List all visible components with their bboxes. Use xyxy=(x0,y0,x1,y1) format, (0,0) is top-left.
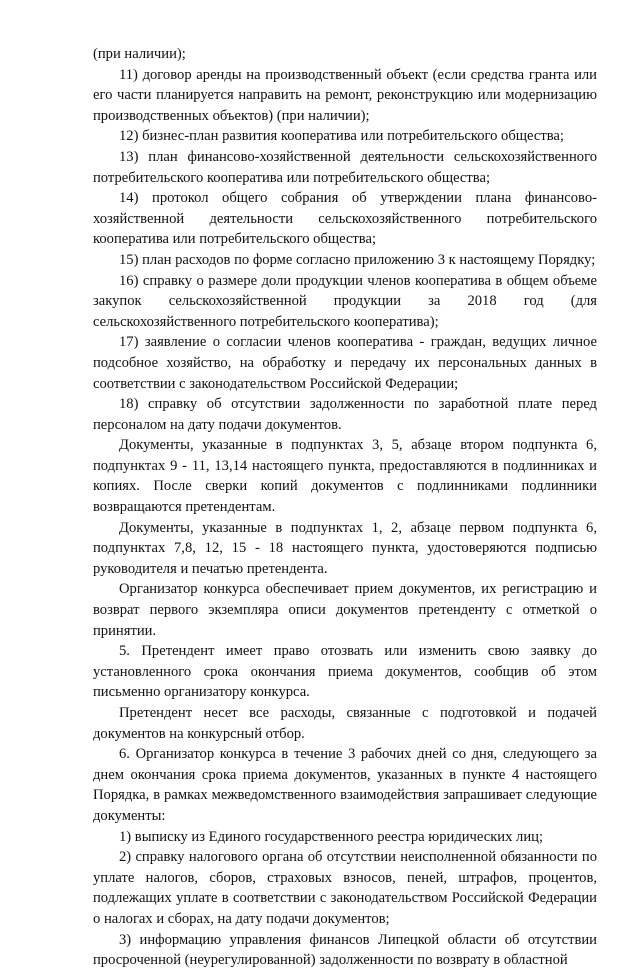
clause-5: 5. Претендент имеет право отозвать или изменить свою заявку до установленного срока окончания приема документов, сообщив об этом письменно организатору конкурса. xyxy=(93,643,597,701)
list-item-17: 17) заявление о согласии членов кооператива - граждан, ведущих личное подсобное хозяйство, на обработку и передачу их персональных данных в соответствии с законодательством Российской Федерации; xyxy=(93,334,597,392)
clause-6: 6. Организатор конкурса в течение 3 рабочих дней со дня, следующего за днем окончания срока приема документов, указанных в пункте 4 настоящего Порядка, в рамках межведомственного взаимодействия запрашивает следующие документы: xyxy=(93,746,597,824)
list-item-18: 18) справку об отсутствии задолженности по заработной плате перед персоналом на дату подачи документов. xyxy=(93,396,597,433)
list-item-12: 12) бизнес-план развития кооператива или потребительского общества; xyxy=(119,128,564,145)
list-item-13: 13) план финансово-хозяйственной деятельности сельскохозяйственного потребительского кооператива или потребительского общества; xyxy=(93,148,597,186)
list-item-14: 14) протокол общего собрания об утверждении плана финансово-хозяйственной деятельности сельскохозяйственного потребительского кооператива или потребительского общества; xyxy=(93,190,597,248)
paragraph-expenses: Претендент несет все расходы, связанные с подготовкой и подачей документов на конкурсный отбор. xyxy=(93,705,597,742)
document-page xyxy=(93,44,597,971)
list-item-16: 16) справку о размере доли продукции членов кооператива в общем объеме закупок сельскохозяйственной продукции за 2018 год (для сельскохозяйственного потребительского кооператива); xyxy=(93,272,597,330)
paragraph-originals-copies: Документы, указанные в подпунктах 3, 5, абзаце втором подпункта 6, подпунктах 9 - 11, 13,14 настоящего пункта, предоставляются в подлинниках и копиях. После сверки копий документов с подлинниками подлинники возвращаются претендентам. xyxy=(93,437,597,516)
list-item-11: 11) договор аренды на производственный объект (если средства гранта или его части планируется направить на ремонт, реконструкцию или модернизацию производственных объектов) (при наличии); xyxy=(93,66,597,124)
request-item-2: 2) справку налогового органа об отсутствии неисполненной обязанности по уплате налогов, сборов, страховых взносов, пеней, штрафов, процентов, подлежащих уплате в соответствии с законодательством Российской Федерации о налогах и сборах, на дату подачи документов; xyxy=(93,849,597,927)
list-item-15: 15) план расходов по форме согласно приложению 3 к настоящему Порядку; xyxy=(119,251,596,268)
request-item-1: 1) выписку из Единого государственного реестра юридических лиц; xyxy=(119,828,544,845)
paragraph-continuation: (при наличии); xyxy=(93,46,186,62)
paragraph-certification: Документы, указанные в подпунктах 1, 2, абзаце первом подпункта 6, подпунктах 7,8, 12, 15 - 18 настоящего пункта, удостоверяются подписью руководителя и печатью претендента. xyxy=(93,519,597,577)
paragraph-organizer-receipt: Организатор конкурса обеспечивает прием документов, их регистрацию и возврат первого экземпляра описи документов претенденту с отметкой о принятии. xyxy=(93,581,597,639)
request-item-3: 3) информацию управления финансов Липецкой области об отсутствии просроченной (неурегулированной) задолженности по возврату в областной xyxy=(93,931,597,969)
